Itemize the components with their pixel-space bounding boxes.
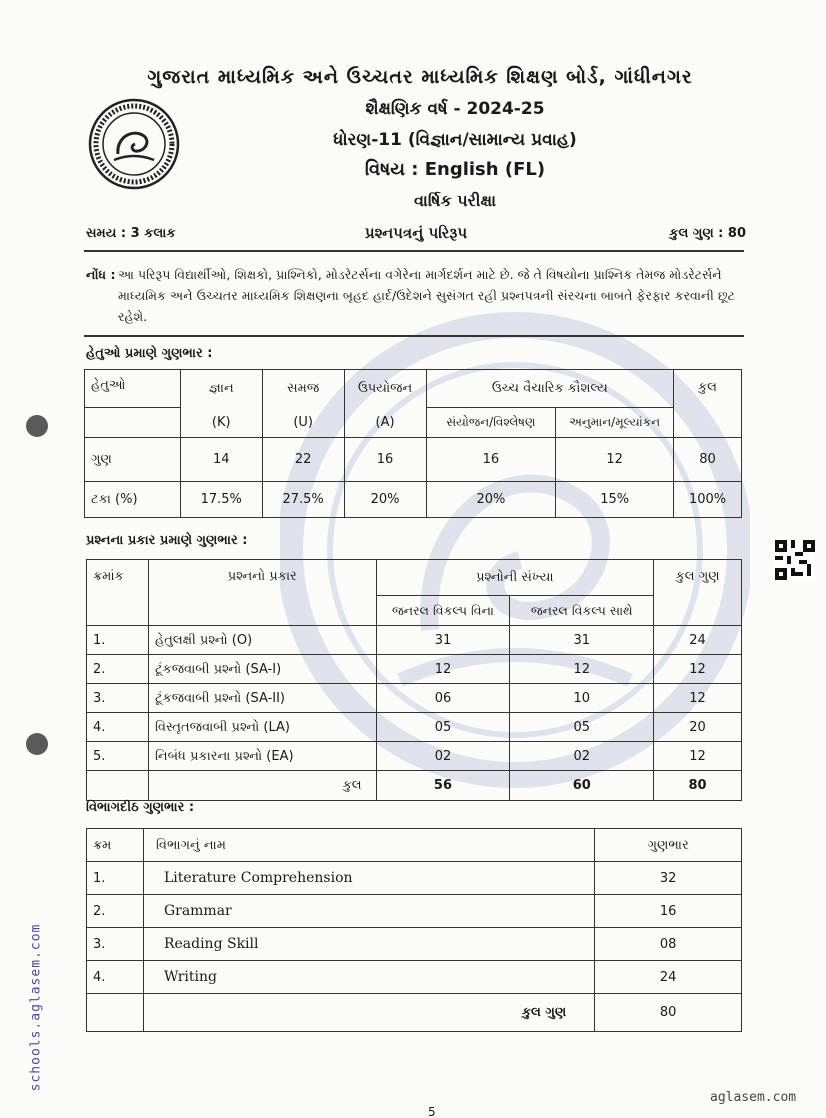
cell-u: 27.5% xyxy=(262,482,344,518)
cell-type: નિબંધ પ્રકારના પ્રશ્નો (EA) xyxy=(148,742,376,771)
page-number: 5 xyxy=(428,1105,436,1118)
header-understanding-code: (U) xyxy=(262,408,344,438)
qr-code-icon xyxy=(775,540,815,580)
cell-with: 05 xyxy=(510,713,654,742)
row-label: ટકા (%) xyxy=(85,482,181,518)
cell-a: 20% xyxy=(344,482,426,518)
cell-section-marks: 24 xyxy=(595,961,742,994)
header-evaluation: અનુમાન/મૂલ્યાંકન xyxy=(556,408,674,438)
cell-sr: 5. xyxy=(87,742,149,771)
table-row xyxy=(87,655,742,684)
table-row xyxy=(87,928,742,961)
brand-footer: aglasem.com xyxy=(710,1090,797,1105)
table-row xyxy=(87,895,742,928)
total-label: કુલ ગુણ xyxy=(143,994,594,1032)
cell-blank xyxy=(87,994,144,1032)
header-knowledge: જ્ઞાન xyxy=(180,370,262,408)
cell-evaluation: 15% xyxy=(556,482,674,518)
cell-marks: 20 xyxy=(654,713,742,742)
cell-section-name: Writing xyxy=(143,961,594,994)
cell-sr: 1. xyxy=(87,626,149,655)
standard: ધોરણ-11 (વિજ્ઞાન/સામાન્ય પ્રવાહ) xyxy=(333,130,577,150)
paper-title: પ્રશ્નપત્રનું પરિરૂપ xyxy=(364,224,468,242)
header-application: ઉપયોજન xyxy=(344,370,426,408)
cell-without: 02 xyxy=(376,742,510,771)
cell-sr: 4. xyxy=(87,713,149,742)
table-row xyxy=(87,862,742,895)
cell-type: હેતુલક્ષી પ્રશ્નો (O) xyxy=(148,626,376,655)
total-marks-cell: 80 xyxy=(595,994,742,1032)
cell-with: 10 xyxy=(510,684,654,713)
cell-sr: 2. xyxy=(87,895,144,928)
cell-sr: 2. xyxy=(87,655,149,684)
objectives-table xyxy=(84,369,742,518)
cell-without: 05 xyxy=(376,713,510,742)
cell-with: 31 xyxy=(510,626,654,655)
objectives-title: હેતુઓ પ્રમાણે ગુણભાર : xyxy=(86,346,213,361)
question-types-table xyxy=(86,559,742,801)
punch-hole-top xyxy=(26,415,48,437)
header-knowledge-code: (K) xyxy=(180,408,262,438)
cell-without: 31 xyxy=(376,626,510,655)
total-row xyxy=(87,994,742,1032)
cell-marks: 12 xyxy=(654,684,742,713)
header-understanding: સમજ xyxy=(262,370,344,408)
cell-marks: 24 xyxy=(654,626,742,655)
question-types-title: પ્રશ્નના પ્રકાર પ્રમાણે ગુણભાર : xyxy=(86,533,248,548)
cell-marks: 12 xyxy=(654,742,742,771)
cell-section-marks: 32 xyxy=(595,862,742,895)
cell-sr: 3. xyxy=(87,928,144,961)
cell-without: 06 xyxy=(376,684,510,713)
cell-blank xyxy=(87,771,149,801)
cell-section-name: Literature Comprehension xyxy=(143,862,594,895)
sections-title: વિભાગદીઠ ગુણભાર : xyxy=(86,800,195,815)
header-application-code: (A) xyxy=(344,408,426,438)
side-watermark-text: schools.aglasem.com xyxy=(28,923,44,1092)
cell-u: 22 xyxy=(262,438,344,482)
header-section-marks: ગુણભાર xyxy=(595,829,742,862)
header-analysis: સંયોજન/વિશ્લેષણ xyxy=(426,408,556,438)
total-row xyxy=(87,771,742,801)
cell-marks: 12 xyxy=(654,655,742,684)
total-marks-cell: 80 xyxy=(654,771,742,801)
table-row xyxy=(87,742,742,771)
row-label: ગુણ xyxy=(85,438,181,482)
header-sr: ક્રમ xyxy=(87,829,144,862)
table-row xyxy=(87,684,742,713)
header-total: કુલ xyxy=(674,370,742,438)
cell-total: 80 xyxy=(674,438,742,482)
cell-section-name: Grammar xyxy=(143,895,594,928)
note-text: આ પરિરૂપ વિદ્યાર્થીઓ, શિક્ષકો, પ્રાશ્નિકો, મોડરેટર્સના વગેરેના માર્ગદર્શન માટે છે. જે તે વિષયોના પ્રાશ્નિક તેમજ મોડરેટર્સને માધ્યમિક અને ઉચ્ચતર માધ્યમિક શિક્ષણના બૃહદ હાર્દ/ઉદેશને સુસંગત રહી પ્રશ્નપત્રની સંરચના બાબતે ફેરફાર કરવાની છૂટ રહેશે. xyxy=(118,267,735,324)
header-blank xyxy=(85,408,181,438)
cell-k: 14 xyxy=(180,438,262,482)
cell-section-name: Reading Skill xyxy=(143,928,594,961)
subject: વિષય : English (FL) xyxy=(364,159,546,180)
cell-analysis: 16 xyxy=(426,438,556,482)
cell-a: 16 xyxy=(344,438,426,482)
board-name: ગુજરાત માધ્યમિક અને ઉચ્ચતર માધ્યમિક શિક્ષણ બોર્ડ, ગાંધીનગર xyxy=(147,66,693,88)
board-logo xyxy=(88,98,180,190)
cell-sr: 1. xyxy=(87,862,144,895)
sections-table xyxy=(86,828,742,1032)
header-section-name: વિભાગનું નામ xyxy=(143,829,594,862)
cell-k: 17.5% xyxy=(180,482,262,518)
cell-without: 12 xyxy=(376,655,510,684)
total-marks: કુલ ગુણ : 80 xyxy=(669,226,746,241)
meta-row xyxy=(86,224,746,246)
cell-section-marks: 08 xyxy=(595,928,742,961)
cell-type: ટૂંકજવાબી પ્રશ્નો (SA-II) xyxy=(148,684,376,713)
cell-type: ટૂંકજવાબી પ્રશ્નો (SA-I) xyxy=(148,655,376,684)
cell-with: 12 xyxy=(510,655,654,684)
header-objectives: હેતુઓ xyxy=(85,370,181,408)
header-sr: ક્રમાંક xyxy=(87,560,149,626)
note-label: નોંધ : xyxy=(86,267,116,282)
exam-name: વાર્ષિક પરીક્ષા xyxy=(413,191,497,210)
table-row xyxy=(87,626,742,655)
academic-year: શૈક્ષણિક વર્ષ - 2024-25 xyxy=(365,99,545,119)
cell-analysis: 20% xyxy=(426,482,556,518)
table-row xyxy=(87,713,742,742)
cell-evaluation: 12 xyxy=(556,438,674,482)
punch-hole-bottom xyxy=(26,733,48,755)
header-hots: ઉચ્ચ વૈચારિક કૌશલ્ય xyxy=(426,370,674,408)
table-row xyxy=(85,482,742,518)
total-without: 56 xyxy=(376,771,510,801)
cell-sr: 3. xyxy=(87,684,149,713)
header-count: પ્રશ્નોની સંખ્યા xyxy=(376,560,654,596)
cell-section-marks: 16 xyxy=(595,895,742,928)
total-label: કુલ xyxy=(148,771,376,801)
divider-top xyxy=(84,250,744,252)
cell-sr: 4. xyxy=(87,961,144,994)
table-row xyxy=(87,961,742,994)
header-marks: કુલ ગુણ xyxy=(654,560,742,626)
total-with: 60 xyxy=(510,771,654,801)
header-type: પ્રશ્નનો પ્રકાર xyxy=(148,560,376,626)
cell-type: વિસ્તૃતજવાબી પ્રશ્નો (LA) xyxy=(148,713,376,742)
header-with-option: જનરલ વિકલ્પ સાથે xyxy=(510,596,654,626)
divider-note xyxy=(84,335,744,337)
table-row xyxy=(85,438,742,482)
header-without-option: જનરલ વિકલ્પ વિના xyxy=(376,596,510,626)
time-duration: સમય : 3 કલાક xyxy=(86,226,176,241)
cell-total: 100% xyxy=(674,482,742,518)
cell-with: 02 xyxy=(510,742,654,771)
